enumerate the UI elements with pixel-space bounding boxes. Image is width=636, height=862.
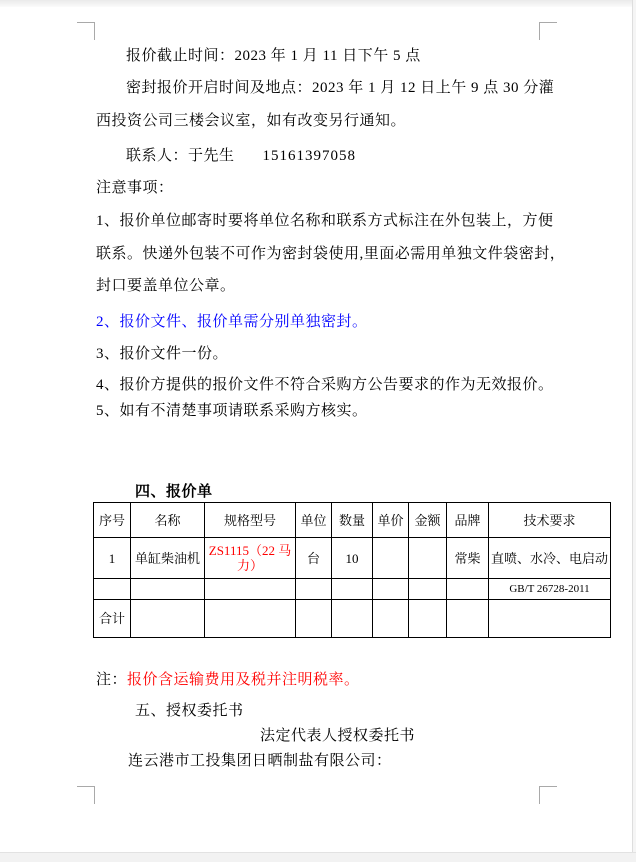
cell-unit: 台 <box>296 538 332 579</box>
notice-item-1-line-3: 封口要盖单位公章。 <box>96 278 236 294</box>
notice-item-2: 2、报价文件、报价单需分别单独密封。 <box>96 314 368 330</box>
col-header-name: 名称 <box>131 503 205 538</box>
deadline-line: 报价截止时间：2023 年 1 月 11 日下午 5 点 <box>126 48 421 64</box>
cell-name: 单缸柴油机 <box>131 538 205 579</box>
salutation-line: 连云港市工投集团日晒制盐有限公司： <box>128 753 392 769</box>
footnote-text: 报价含运输费用及税并注明税率。 <box>127 672 360 688</box>
text-boundary-mark-bottom-left <box>77 786 95 804</box>
poa-heading: 法定代表人授权委托书 <box>260 728 416 744</box>
cell-qty: 10 <box>332 538 373 579</box>
col-header-brand: 品牌 <box>447 503 489 538</box>
notice-item-3: 3、报价文件一份。 <box>96 346 229 362</box>
col-header-qty: 数量 <box>332 503 373 538</box>
page-right-edge <box>632 0 636 862</box>
notice-item-5: 5、如有不清楚事项请联系采购方核实。 <box>96 403 368 419</box>
cell-total-label: 合计 <box>94 600 131 638</box>
cell-unit-price <box>373 538 409 579</box>
cell-seq: 1 <box>94 538 131 579</box>
col-header-amount: 金额 <box>409 503 447 538</box>
cell-tech-standard: GB/T 26728-2011 <box>489 579 611 600</box>
notice-item-4: 4、报价方提供的报价文件不符合采购方公告要求的作为无效报价。 <box>96 377 554 393</box>
text-boundary-mark-bottom-right <box>539 786 557 804</box>
seal-open-line-2: 西投资公司三楼会议室，如有改变另行通知。 <box>96 113 407 129</box>
col-header-spec: 规格型号 <box>205 503 296 538</box>
contact-line <box>126 148 356 165</box>
footnote-label: 注： <box>96 672 128 688</box>
notice-title: 注意事项： <box>96 180 174 196</box>
col-header-unit-price: 单价 <box>373 503 409 538</box>
cell-amount <box>409 538 447 579</box>
table-row-spec-standard <box>94 579 611 600</box>
section-5-heading: 五、授权委托书 <box>135 703 244 719</box>
page-top-edge <box>0 0 636 7</box>
quotation-table <box>93 502 611 638</box>
seal-open-line-1: 密封报价开启时间及地点：2023 年 1 月 12 日上午 9 点 30 分灌 <box>126 80 555 96</box>
contact-phone: 15161397058 <box>262 148 357 164</box>
section-4-heading: 四、报价单 <box>135 484 213 500</box>
footnote-line <box>96 672 360 689</box>
col-header-tech: 技术要求 <box>489 503 611 538</box>
notice-item-1-line-1: 1、报价单位邮寄时要将单位名称和联系方式标注在外包装上，方便 <box>96 213 554 229</box>
col-header-unit: 单位 <box>296 503 332 538</box>
text-boundary-mark-top-left <box>77 22 95 40</box>
table-row-item-1 <box>94 538 611 579</box>
col-header-seq: 序号 <box>94 503 131 538</box>
text-boundary-mark-top-right <box>539 22 557 40</box>
page-bottom-edge <box>0 852 636 862</box>
cell-tech: 直喷、水冷、电启动 <box>489 538 611 579</box>
contact-name: 联系人：于先生 <box>126 148 235 164</box>
notice-item-1-line-2: 联系。快递外包装不可作为密封袋使用,里面必需用单独文件袋密封， <box>96 246 566 262</box>
table-row-total <box>94 600 611 638</box>
cell-brand: 常柴 <box>447 538 489 579</box>
cell-spec: ZS1115（22 马力） <box>205 538 296 579</box>
table-header-row <box>94 503 611 538</box>
